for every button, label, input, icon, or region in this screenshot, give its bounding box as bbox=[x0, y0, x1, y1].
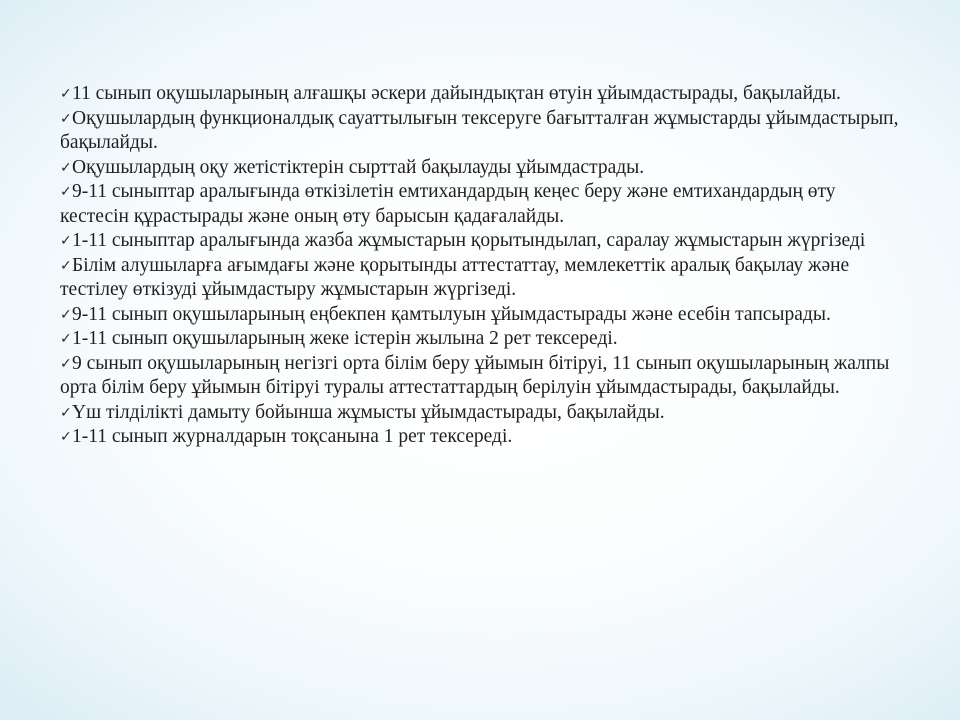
list-item-text: 9-11 сыныптар аралығында өткізілетін емтихандардың кеңес беру және емтихандардың өту кестесін құрастырады және оның өту барысын қадағалайды. bbox=[60, 181, 836, 227]
list-item bbox=[60, 401, 905, 426]
checkmark-icon: ✓ bbox=[60, 331, 72, 347]
list-item-text: 9-11 сынып оқушыларының еңбекпен қамтылуын ұйымдастырады және есебін тапсырады. bbox=[72, 303, 831, 325]
checkmark-icon: ✓ bbox=[60, 257, 72, 274]
list-item bbox=[60, 180, 905, 229]
list-item-text: 1-11 сынып оқушыларының жеке істерін жылына 2 рет тексереді. bbox=[72, 328, 618, 349]
list-item-text: 1-11 сыныптар аралығында жазба жұмыстарын қорытындылап, саралау жұмыстарын жүргізеді bbox=[72, 230, 866, 251]
list-item bbox=[60, 254, 905, 303]
list-item bbox=[60, 327, 905, 352]
checkmark-icon: ✓ bbox=[60, 184, 72, 200]
list-item bbox=[60, 107, 905, 156]
checkmark-icon: ✓ bbox=[60, 110, 72, 127]
list-item-text: Білім алушыларға ағымдағы және қорытынды аттестаттау, мемлекеттік аралық бақылау және тестілеу өткізуді ұйымдастыру жұмыстарын жүргізеді. bbox=[60, 254, 850, 300]
list-item bbox=[60, 303, 905, 328]
list-item-text: 9 сынып оқушыларының негізгі орта білім беру ұйымын бітіруі, 11 сынып оқушыларының жалпы орта білім беру ұйымын бітіруі туралы аттестаттардың берілуін ұйымдастырады, бақылайды. bbox=[60, 352, 890, 398]
slide-content bbox=[60, 82, 905, 450]
checkmark-icon: ✓ bbox=[60, 233, 72, 249]
list-item bbox=[60, 82, 905, 107]
checkmark-icon: ✓ bbox=[60, 404, 72, 421]
checkmark-icon: ✓ bbox=[60, 86, 72, 102]
list-item-text: 1-11 сынып журналдарын тоқсанына 1 рет тексереді. bbox=[72, 426, 513, 447]
list-item bbox=[60, 156, 905, 181]
list-item-text: Оқушылардың функционалдық сауаттылығын тексеруге бағытталған жұмыстарды ұйымдастырып, бақылайды. bbox=[60, 107, 899, 153]
checkmark-icon: ✓ bbox=[60, 429, 72, 445]
list-item-text: 11 сынып оқушыларының алғашқы әскери дайындықтан өтуін ұйымдастырады, бақылайды. bbox=[72, 83, 841, 104]
list-item-text: Үш тілділікті дамыту бойынша жұмысты ұйымдастырады, бақылайды. bbox=[72, 401, 665, 423]
list-item-text: Оқушылардың оқу жетістіктерін сырттай бақылауды ұйымдастрады. bbox=[72, 156, 645, 178]
checkmark-icon: ✓ bbox=[60, 355, 72, 372]
checkmark-icon: ✓ bbox=[60, 306, 72, 323]
checkmark-icon: ✓ bbox=[60, 159, 72, 176]
list-item bbox=[60, 229, 905, 254]
list-item bbox=[60, 425, 905, 450]
list-item bbox=[60, 352, 905, 401]
bullet-list bbox=[60, 82, 905, 450]
